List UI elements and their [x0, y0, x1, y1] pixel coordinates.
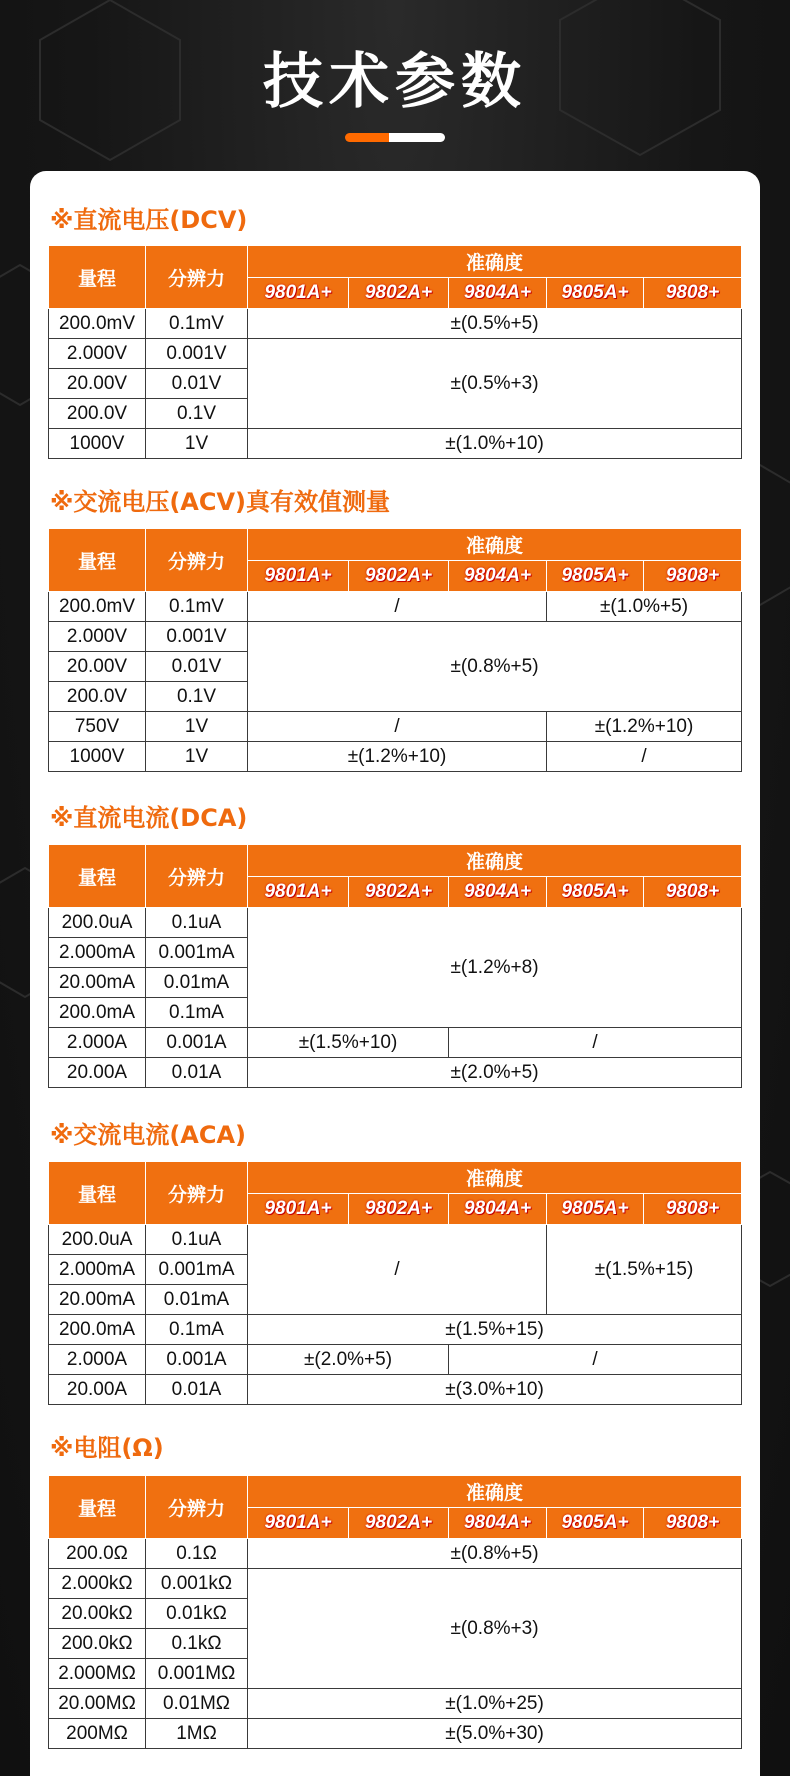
resolution-cell: 0.01A — [146, 1058, 248, 1088]
resolution-cell: 0.001V — [146, 622, 248, 652]
range-cell: 200.0V — [49, 399, 146, 429]
accuracy-header: 准确度 — [248, 529, 742, 561]
range-header: 量程 — [49, 529, 146, 592]
model-header: 9804A+ — [449, 1508, 547, 1539]
model-header: 9804A+ — [449, 278, 547, 309]
resolution-cell: 0.1mV — [146, 592, 248, 622]
range-cell: 20.00MΩ — [49, 1689, 146, 1719]
accuracy-header: 准确度 — [248, 845, 742, 877]
resolution-cell: 0.001MΩ — [146, 1659, 248, 1689]
range-cell: 20.00A — [49, 1375, 146, 1405]
model-header: 9804A+ — [449, 1194, 547, 1225]
table-row — [49, 1028, 742, 1058]
resolution-cell: 0.001kΩ — [146, 1569, 248, 1599]
resolution-cell: 0.01mA — [146, 968, 248, 998]
resolution-cell: 1V — [146, 429, 248, 459]
model-header: 9805A+ — [547, 278, 644, 309]
resolution-cell: 0.1V — [146, 682, 248, 712]
resolution-cell: 0.1mA — [146, 998, 248, 1028]
accuracy-cell: ±(1.2%+10) — [248, 742, 547, 772]
spec-table — [48, 528, 742, 772]
resolution-header: 分辨力 — [146, 246, 248, 309]
table-row — [49, 1569, 742, 1599]
accuracy-cell: ±(1.2%+10) — [547, 712, 742, 742]
range-cell: 2.000A — [49, 1345, 146, 1375]
range-cell: 200.0mV — [49, 309, 146, 339]
resolution-cell: 1V — [146, 742, 248, 772]
model-header: 9808+ — [644, 1508, 742, 1539]
page-title: 技术参数 — [263, 47, 527, 117]
accuracy-cell: / — [449, 1028, 742, 1058]
table-row — [49, 1375, 742, 1405]
accuracy-cell: ±(2.0%+5) — [248, 1058, 742, 1088]
section-title: ※交流电压(ACV)真有效值测量 — [50, 488, 391, 516]
section-title: ※直流电压(DCV) — [50, 206, 248, 234]
range-cell: 2.000kΩ — [49, 1569, 146, 1599]
resolution-cell: 0.01V — [146, 369, 248, 399]
accuracy-cell: / — [248, 592, 547, 622]
accuracy-cell: ±(0.8%+5) — [248, 1539, 742, 1569]
accuracy-header: 准确度 — [248, 1162, 742, 1194]
accuracy-cell: ±(5.0%+30) — [248, 1719, 742, 1749]
accuracy-cell: / — [547, 742, 742, 772]
resolution-cell: 0.01MΩ — [146, 1689, 248, 1719]
header-row — [49, 246, 742, 278]
spec-table — [48, 1475, 742, 1749]
resolution-cell: 0.01kΩ — [146, 1599, 248, 1629]
resolution-header: 分辨力 — [146, 1476, 248, 1539]
model-header: 9804A+ — [449, 877, 547, 908]
accuracy-cell: / — [248, 1225, 547, 1315]
resolution-cell: 0.1kΩ — [146, 1629, 248, 1659]
range-cell: 200.0Ω — [49, 1539, 146, 1569]
resolution-cell: 0.01A — [146, 1375, 248, 1405]
accuracy-cell: ±(1.0%+5) — [547, 592, 742, 622]
resolution-cell: 0.1Ω — [146, 1539, 248, 1569]
section-title: ※交流电流(ACA) — [50, 1121, 247, 1149]
table-row — [49, 742, 742, 772]
resolution-cell: 1MΩ — [146, 1719, 248, 1749]
range-cell: 200.0mA — [49, 1315, 146, 1345]
model-header: 9805A+ — [547, 877, 644, 908]
header-row — [49, 529, 742, 561]
range-cell: 20.00A — [49, 1058, 146, 1088]
range-cell: 2.000V — [49, 339, 146, 369]
accuracy-cell: ±(3.0%+10) — [248, 1375, 742, 1405]
model-header: 9802A+ — [349, 1194, 449, 1225]
table-row — [49, 592, 742, 622]
range-header: 量程 — [49, 1476, 146, 1539]
resolution-cell: 0.001A — [146, 1028, 248, 1058]
range-cell: 20.00kΩ — [49, 1599, 146, 1629]
range-cell: 20.00mA — [49, 1285, 146, 1315]
accuracy-cell: ±(0.5%+5) — [248, 309, 742, 339]
resolution-cell: 0.1uA — [146, 1225, 248, 1255]
model-header: 9802A+ — [349, 278, 449, 309]
table-row — [49, 339, 742, 369]
accuracy-header: 准确度 — [248, 246, 742, 278]
accuracy-cell: / — [248, 712, 547, 742]
model-header: 9802A+ — [349, 1508, 449, 1539]
spec-table — [48, 1161, 742, 1405]
accuracy-cell: ±(1.2%+8) — [248, 908, 742, 1028]
accuracy-cell: ±(1.5%+10) — [248, 1028, 449, 1058]
resolution-header: 分辨力 — [146, 529, 248, 592]
resolution-header: 分辨力 — [146, 845, 248, 908]
resolution-header: 分辨力 — [146, 1162, 248, 1225]
model-header: 9802A+ — [349, 561, 449, 592]
resolution-cell: 0.001V — [146, 339, 248, 369]
range-cell: 750V — [49, 712, 146, 742]
model-header: 9808+ — [644, 1194, 742, 1225]
range-cell: 200.0mV — [49, 592, 146, 622]
table-row — [49, 1345, 742, 1375]
table-row — [49, 1719, 742, 1749]
resolution-cell: 0.1mV — [146, 309, 248, 339]
range-cell: 1000V — [49, 429, 146, 459]
table-row — [49, 1058, 742, 1088]
model-header: 9802A+ — [349, 877, 449, 908]
table-row — [49, 712, 742, 742]
resolution-cell: 0.001mA — [146, 938, 248, 968]
table-row — [49, 429, 742, 459]
model-header: 9805A+ — [547, 1194, 644, 1225]
title-underline — [345, 133, 445, 142]
range-cell: 20.00V — [49, 369, 146, 399]
range-cell: 2.000mA — [49, 938, 146, 968]
resolution-cell: 0.1V — [146, 399, 248, 429]
model-header: 9808+ — [644, 278, 742, 309]
model-header: 9805A+ — [547, 561, 644, 592]
table-row — [49, 622, 742, 652]
range-cell: 200.0V — [49, 682, 146, 712]
range-cell: 200.0kΩ — [49, 1629, 146, 1659]
model-header: 9801A+ — [248, 1508, 349, 1539]
range-cell: 200.0uA — [49, 908, 146, 938]
resolution-cell: 0.1uA — [146, 908, 248, 938]
range-cell: 2.000A — [49, 1028, 146, 1058]
table-row — [49, 309, 742, 339]
range-cell: 2.000mA — [49, 1255, 146, 1285]
resolution-cell: 0.001A — [146, 1345, 248, 1375]
model-header: 9804A+ — [449, 561, 547, 592]
accuracy-cell: ±(0.8%+3) — [248, 1569, 742, 1689]
accuracy-header: 准确度 — [248, 1476, 742, 1508]
accuracy-cell: ±(1.5%+15) — [547, 1225, 742, 1315]
range-cell: 1000V — [49, 742, 146, 772]
range-cell: 200MΩ — [49, 1719, 146, 1749]
accuracy-cell: ±(0.5%+3) — [248, 339, 742, 429]
resolution-cell: 0.1mA — [146, 1315, 248, 1345]
range-header: 量程 — [49, 246, 146, 309]
resolution-cell: 0.001mA — [146, 1255, 248, 1285]
model-header: 9808+ — [644, 561, 742, 592]
accuracy-cell: / — [449, 1345, 742, 1375]
table-row — [49, 1225, 742, 1255]
range-cell: 2.000V — [49, 622, 146, 652]
accuracy-cell: ±(1.5%+15) — [248, 1315, 742, 1345]
table-row — [49, 1315, 742, 1345]
resolution-cell: 0.01V — [146, 652, 248, 682]
range-header: 量程 — [49, 1162, 146, 1225]
header-row — [49, 845, 742, 877]
model-header: 9801A+ — [248, 278, 349, 309]
model-header: 9801A+ — [248, 877, 349, 908]
model-header: 9801A+ — [248, 561, 349, 592]
table-row — [49, 1539, 742, 1569]
header-row — [49, 1162, 742, 1194]
range-cell: 2.000MΩ — [49, 1659, 146, 1689]
range-header: 量程 — [49, 845, 146, 908]
header-row — [49, 1476, 742, 1508]
section-title: ※直流电流(DCA) — [50, 804, 248, 832]
range-cell: 20.00mA — [49, 968, 146, 998]
model-header: 9805A+ — [547, 1508, 644, 1539]
resolution-cell: 1V — [146, 712, 248, 742]
spec-table — [48, 844, 742, 1088]
range-cell: 200.0mA — [49, 998, 146, 1028]
accuracy-cell: ±(1.0%+10) — [248, 429, 742, 459]
resolution-cell: 0.01mA — [146, 1285, 248, 1315]
accuracy-cell: ±(2.0%+5) — [248, 1345, 449, 1375]
section-title: ※电阻(Ω) — [50, 1434, 164, 1462]
accuracy-cell: ±(0.8%+5) — [248, 622, 742, 712]
spec-table — [48, 245, 742, 459]
model-header: 9808+ — [644, 877, 742, 908]
range-cell: 200.0uA — [49, 1225, 146, 1255]
range-cell: 20.00V — [49, 652, 146, 682]
table-row — [49, 908, 742, 938]
model-header: 9801A+ — [248, 1194, 349, 1225]
accuracy-cell: ±(1.0%+25) — [248, 1689, 742, 1719]
table-row — [49, 1689, 742, 1719]
